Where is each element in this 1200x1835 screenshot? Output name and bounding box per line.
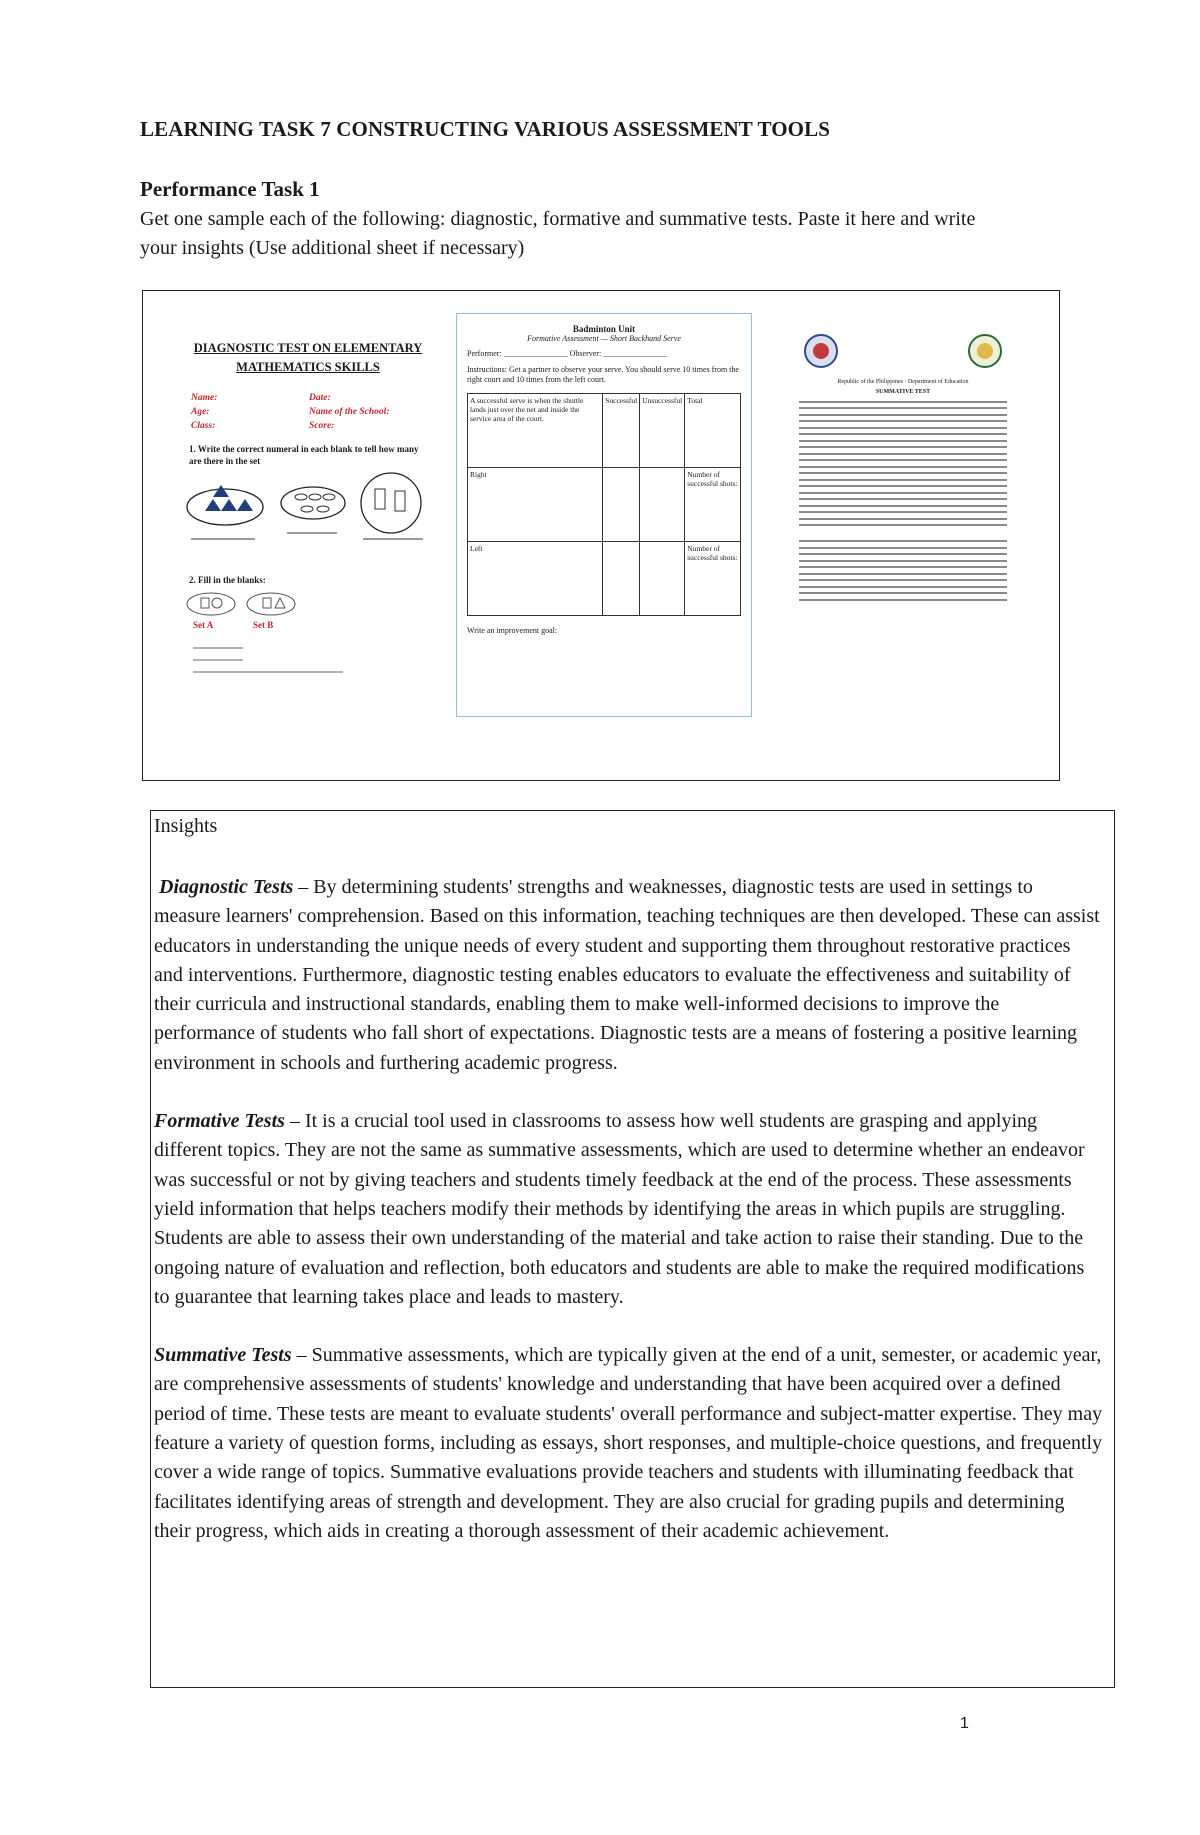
field-label: Age:: [191, 407, 210, 417]
set-a-label: Set A: [193, 620, 214, 630]
table-cell: Total: [685, 394, 741, 468]
formative-footer: Write an improvement goal:: [467, 626, 558, 635]
table-cell: [640, 542, 685, 616]
insight-text: – By determining students' strengths and weaknesses, diagnostic tests are used in settings to measure learners' comprehension. Based on this information, teaching techniques are then developed. These can assist educators in understanding the unique needs of every student and supporting them throughout restorative practices and interventions. Furthermore, diagnostic testing enables educators to evaluate the effectiveness and suitability of their curricula and instructional standards, enabling them to make well-informed decisions to improve the performance of students who fall short of expectations. Diagnostic tests are a means of fostering a positive learning environment in schools and furthering academic progress.: [154, 876, 1100, 1074]
table-cell: Number of successful shots:: [685, 542, 741, 616]
table-cell: Right: [468, 468, 603, 542]
sample-tests-box: [142, 290, 1060, 781]
set-b-label: Set B: [253, 620, 274, 630]
deped-seals: [793, 331, 1013, 371]
insight-text: – It is a crucial tool used in classrooms to assess how well students are grasping and applying different topics. They are not the same as summative assessments, which are used to determine whether an endeavor was successful or not by giving teachers and students timely feedback at the end of the process. These assessments yield information that helps teachers modify their methods by identifying the areas in which pupils are struggling. Students are able to assess their own understanding of the material and take action to raise their standing. Due to the ongoing nature of evaluation and reflection, both educators and students are able to make the required modifications to guarantee that learning takes place and leads to mastery.: [154, 1110, 1085, 1308]
formative-table: [467, 393, 741, 616]
summative-test-sample: [793, 331, 1013, 661]
page-number: 1: [960, 1715, 969, 1732]
document-title: LEARNING TASK 7 CONSTRUCTING VARIOUS ASSESSMENT TOOLS: [140, 117, 830, 141]
formative-title: Badminton Unit: [572, 324, 636, 334]
task-instructions: Get one sample each of the following: diagnostic, formative and summative tests. Paste it here and write your insights (Use additional sheet if necessary): [140, 208, 976, 259]
diagnostic-test-sample: [183, 331, 433, 711]
table-cell: [603, 468, 640, 542]
diagnostic-fields: [191, 391, 427, 433]
insight-lead: Diagnostic Tests: [159, 876, 294, 898]
task-heading: Performance Task 1: [140, 177, 320, 201]
table-cell: Number of successful shots:: [685, 468, 741, 542]
table-cell: Left: [468, 542, 603, 616]
diagnostic-insight: [154, 873, 1104, 1078]
summative-question-lines: [793, 401, 1013, 601]
formative-test-sample: [456, 313, 752, 717]
insight-text: – Summative assessments, which are typically given at the end of a unit, semester, or academic year, are comprehensive assessments of students' knowledge and understanding that have been acquired over a defined period of time. These tests are meant to evaluate students' overall performance and subject-matter expertise. They may feature a variety of question forms, including as essays, short responses, and multiple-choice questions, and frequently cover a wide range of topics. Summative evaluations provide teachers and students with illuminating feedback that facilitates identifying areas of strength and development. They are also crucial for grading pupils and determining their progress, which aids in creating a thorough assessment of their academic achievement.: [154, 1344, 1103, 1542]
sets-illustration: [183, 467, 433, 547]
field-label: Name:: [191, 393, 218, 403]
field-label: Name of the School:: [309, 407, 390, 417]
field-label: Date:: [309, 393, 331, 403]
diagnostic-question-1: 1. Write the correct numeral in each blank to tell how many are there in the set: [189, 444, 419, 466]
insights-label: Insights: [154, 815, 218, 837]
field-label: Score:: [309, 421, 335, 431]
summative-insight: [154, 1341, 1104, 1546]
table-cell: A successful serve is when the shuttle lands just over the net and inside the service area of the court.: [468, 394, 603, 468]
insights-body: [154, 873, 1104, 1575]
summative-header: Republic of the Philippines · Department of Education: [837, 379, 969, 385]
insights-box: [150, 810, 1115, 1688]
table-cell: [640, 468, 685, 542]
insight-lead: Formative Tests: [154, 1110, 285, 1133]
table-cell: [603, 542, 640, 616]
field-label: Class:: [191, 421, 216, 431]
formative-performer: Performer: ________________ Observer: ________________: [467, 349, 668, 358]
table-cell: Unsuccessful: [640, 394, 685, 468]
fill-in-illustration: [183, 586, 433, 686]
diagnostic-title: DIAGNOSTIC TEST ON ELEMENTARY MATHEMATICS SKILLS: [193, 341, 423, 374]
formative-insight: [154, 1107, 1104, 1312]
formative-subtitle: Formative Assessment — Short Backhand Serve: [527, 334, 681, 343]
diagnostic-question-2: 2. Fill in the blanks:: [189, 575, 266, 585]
insight-lead: Summative Tests: [154, 1344, 292, 1367]
table-cell: Successful: [603, 394, 640, 468]
formative-instructions: Instructions: Get a partner to observe your serve. You should serve 10 times from the right court and 10 times from the left court.: [467, 365, 739, 384]
summative-subheader: SUMMATIVE TEST: [875, 389, 931, 395]
